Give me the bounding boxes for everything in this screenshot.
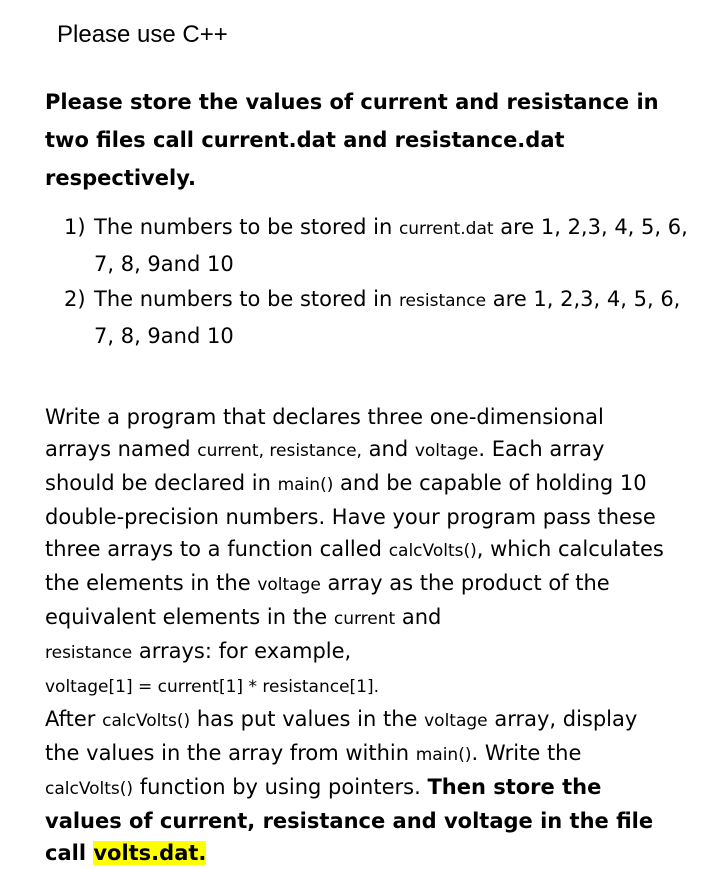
code-term: resistance <box>45 643 133 663</box>
code-term: voltage <box>414 441 479 461</box>
code-term: voltage <box>424 711 488 731</box>
code-term: current <box>333 609 396 629</box>
file-name: current.dat <box>398 219 494 239</box>
formula-example: voltage[1] = current[1] * resistance[1]. <box>45 677 380 697</box>
list-item: 1) The numbers to be stored in current.dat are 1, 2,3, 4, 5, 6, 7, 8, 9and 10 <box>92 210 702 282</box>
code-term: calcVolts() <box>388 541 477 561</box>
code-term: main() <box>277 475 334 495</box>
storage-instructions: Please store the values of current and resistance in two files call current.dat and resistance.dat respectively. <box>45 90 659 190</box>
list-number: 1) <box>64 215 86 239</box>
code-term: voltage <box>257 575 321 595</box>
code-term: calcVolts() <box>45 779 134 799</box>
program-description: Write a program that declares three one-dimensional arrays named current, resistance, and voltage. Each array should be declared in main() and be capable of holding 10 double-precision numbers. Have your program pass these three arrays to a function called calcVolts(), which calculates the elements in the voltage array as the product of the equivalent elements in the current and resistance arrays: for example, voltage[1] = current[1] * resistance[1]. After calcVolts() has put values in the voltage array, display the values in the array from within main(). Write the calcVolts() function by using pointers. Then store the values of current, resistance and voltage in the file call volts.dat. <box>45 405 664 865</box>
list-number: 2) <box>64 287 86 311</box>
file-name: resistance <box>398 291 487 311</box>
highlighted-file-name: volts.dat. <box>93 841 207 865</box>
language-note: Please use C++ <box>57 21 228 48</box>
code-term: current, resistance, <box>197 441 362 461</box>
numbers-list <box>45 210 702 354</box>
list-item: 2) The numbers to be stored in resistance are 1, 2,3, 4, 5, 6, 7, 8, 9and 10 <box>92 282 702 354</box>
code-term: main() <box>415 745 472 765</box>
code-term: calcVolts() <box>102 711 191 731</box>
storage-requirement: Then store the values of current, resistance and voltage in the file call <box>45 775 654 865</box>
